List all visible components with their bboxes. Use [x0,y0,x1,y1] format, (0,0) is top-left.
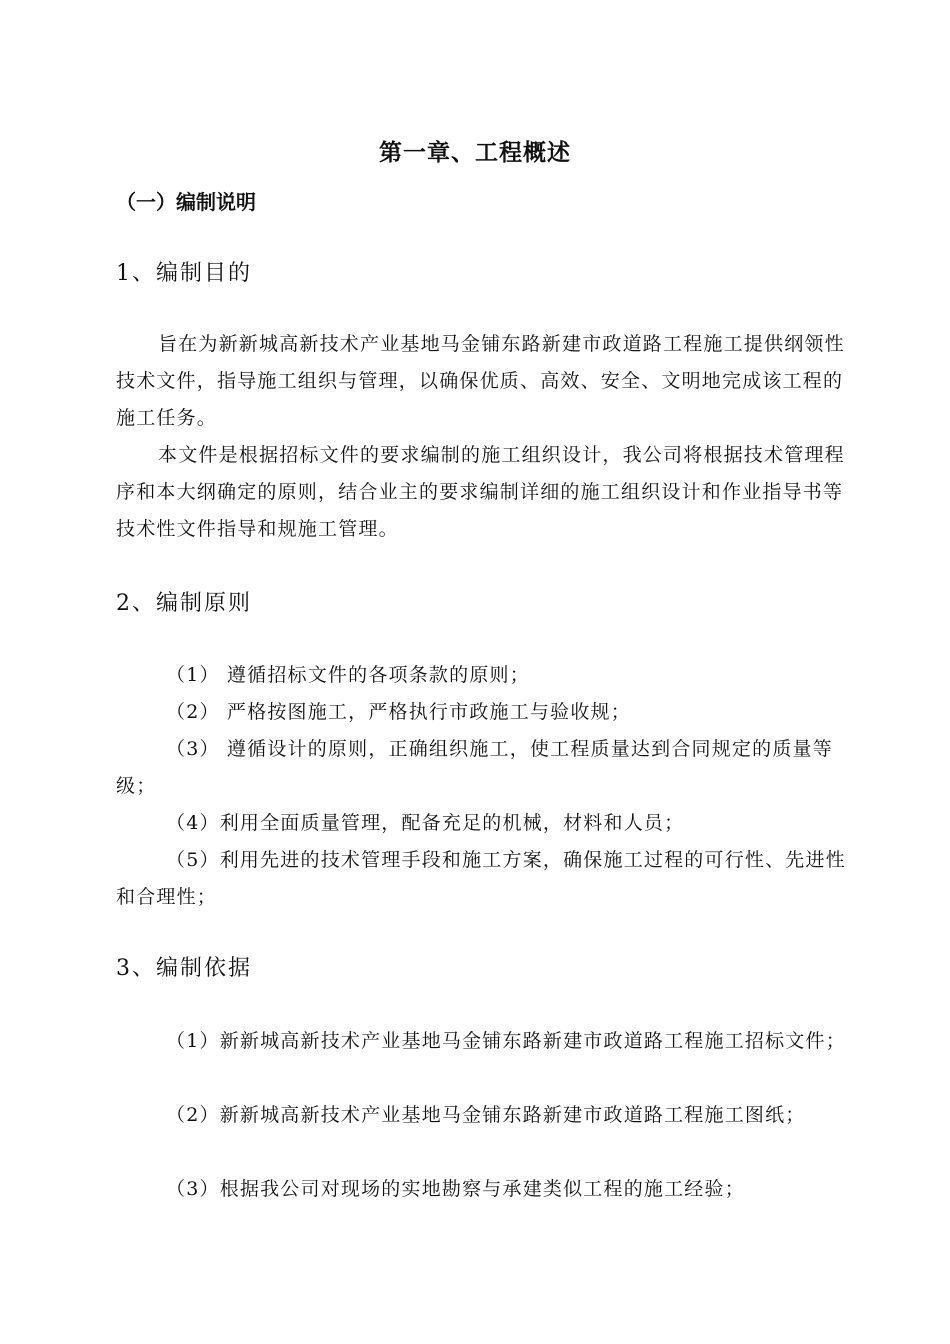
principles-heading: 2、编制原则 [116,591,252,616]
principle-item: （4）利用全面质量管理，配备充足的机械，材料和人员； [166,812,685,834]
principle-item: （2） 严格按图施工，严格执行市政施工与验收规； [166,701,631,723]
purpose-paragraph: 旨在为新新城高新技术产业基地马金铺东路新建市政道路工程施工提供纲领性技术文件，指导施工组织与管理，以确保优质、高效、安全、文明地完成该工程的施工任务。 [116,333,845,429]
principle-item: （5）利用先进的技术管理手段和施工方案，确保施工过程的可行性、先进性和合理性； [116,849,846,908]
basis-item: （3）根据我公司对现场的实地勘察与承建类似工程的施工经验； [166,1178,745,1200]
purpose-paragraph: 本文件是根据招标文件的要求编制的施工组织设计，我公司将根据技术管理程序和本大纲确定的原则，结合业主的要求编制详细的施工组织设计和作业指导书等技术性文件指导和规施工管理。 [116,444,845,540]
basis-item: （1）新新城高新技术产业基地马金铺东路新建市政道路工程施工招标文件； [166,1030,846,1052]
chapter-title: 第一章、工程概述 [379,140,571,166]
purpose-heading: 1、编制目的 [116,261,252,286]
section-title: （一）编制说明 [116,190,256,214]
basis-item: （2）新新城高新技术产业基地马金铺东路新建市政道路工程施工图纸； [166,1104,806,1126]
principle-item: （3） 遵循设计的原则，正确组织施工，使工程质量达到合同规定的质量等级； [116,738,833,797]
basis-heading: 3、编制依据 [116,956,252,981]
principle-item: （1） 遵循招标文件的各项条款的原则； [166,664,530,686]
